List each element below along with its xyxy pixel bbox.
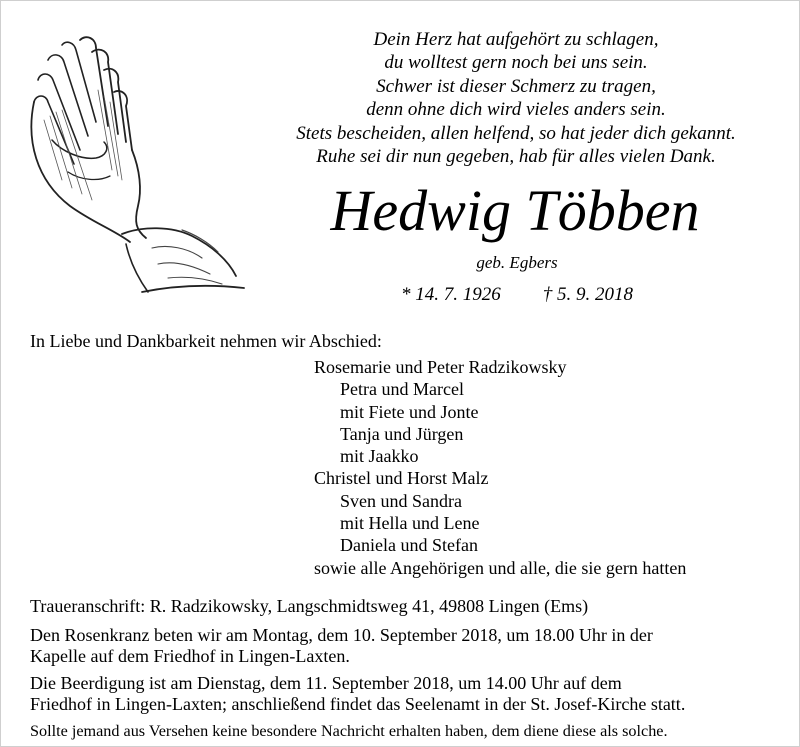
death-date: † 5. 9. 2018 [542, 284, 633, 305]
poem-line: Ruhe sei dir nun gegeben, hab für alles vielen Dank. [316, 146, 716, 168]
mourner-line: Petra und Marcel [340, 379, 464, 400]
mourner-line: Tanja und Jürgen [340, 423, 464, 444]
mourner-line: Christel und Horst Malz [314, 468, 489, 489]
notice-details [30, 595, 780, 741]
mourners-list [314, 356, 686, 579]
poem-line: Dein Herz hat aufgehört zu schlagen, [373, 29, 659, 50]
farewell-intro: In Liebe und Dankbarkeit nehmen wir Abschied: [30, 331, 382, 351]
mourner-line: Daniela und Stefan [340, 535, 478, 556]
mourner-line: mit Hella und Lene [340, 513, 480, 534]
poem-line: Stets bescheiden, allen helfend, so hat jeder dich gekannt. [296, 122, 736, 144]
poem [260, 28, 772, 168]
birth-name: geb. Egbers [476, 253, 558, 272]
life-dates [360, 283, 674, 307]
mourner-line: Sven und Sandra [340, 490, 462, 511]
funeral-info [30, 673, 780, 715]
mourning-address: Traueranschrift: R. Radzikowsky, Langschmidtsweg 41, 49808 Lingen (Ems) [30, 596, 589, 616]
rosary-line: Den Rosenkranz beten wir am Montag, dem 10. September 2018, um 18.00 Uhr in der [30, 625, 653, 645]
mourner-line: sowie alle Angehörigen und alle, die sie gern hatten [314, 557, 687, 578]
mourner-line: mit Jaakko [340, 446, 419, 467]
funeral-line: Die Beerdigung ist am Dienstag, dem 11. September 2018, um 14.00 Uhr auf dem [30, 673, 622, 693]
rosary-line: Kapelle auf dem Friedhof in Lingen-Laxten. [30, 646, 350, 666]
disclaimer: Sollte jemand aus Versehen keine besondere Nachricht erhalten haben, dem diene diese als solche. [30, 722, 668, 740]
praying-hands-icon [22, 30, 252, 300]
mourner-line: mit Fiete und Jonte [340, 401, 479, 422]
poem-line: Schwer ist dieser Schmerz zu tragen, [376, 75, 656, 97]
deceased-name: Hedwig Többen [330, 178, 700, 243]
rosary-info [30, 625, 780, 667]
funeral-line: Friedhof in Lingen-Laxten; anschließend findet das Seelenamt in der St. Josef-Kirche statt. [30, 694, 686, 714]
birth-date: * 14. 7. 1926 [401, 284, 501, 305]
poem-line: du wolltest gern noch bei uns sein. [384, 52, 648, 74]
poem-line: denn ohne dich wird vieles anders sein. [366, 99, 666, 121]
mourner-line: Rosemarie und Peter Radzikowsky [314, 357, 567, 377]
